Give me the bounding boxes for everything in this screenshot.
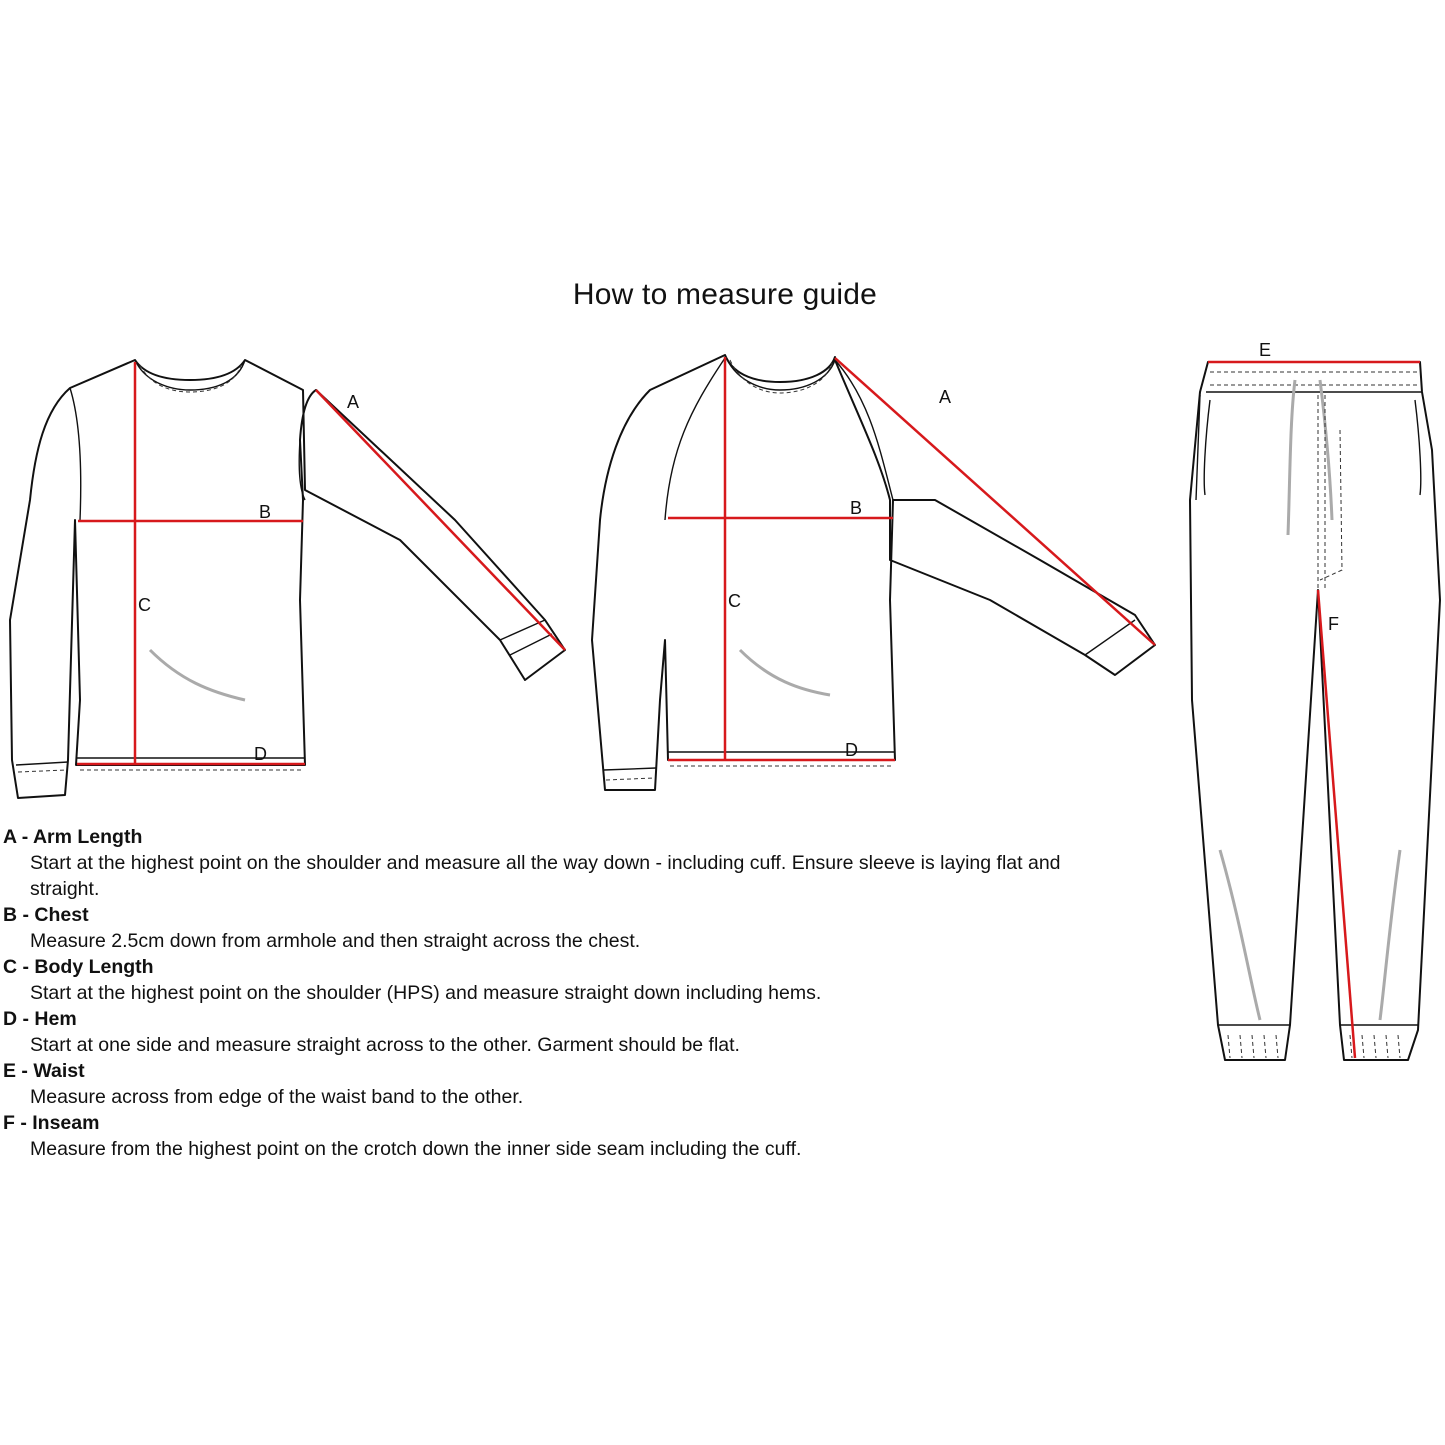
legend-item-waist	[3, 1058, 1090, 1110]
crew-neck-tshirt-diagram	[10, 360, 565, 798]
page-title: How to measure guide	[572, 278, 878, 311]
legend-heading: A - Arm Length	[3, 826, 143, 848]
legend-description: Measure across from edge of the waist band to the other.	[30, 1086, 524, 1108]
legend-heading: E - Waist	[3, 1060, 85, 1082]
legend-heading: C - Body Length	[3, 956, 154, 978]
label-f: F	[1328, 614, 1339, 634]
label-b: B	[259, 502, 272, 522]
label-a: A	[347, 392, 360, 412]
legend-description: Start at the highest point on the shoulder (HPS) and measure straight down including hems.	[30, 982, 822, 1004]
arm-length-line-a	[316, 390, 565, 650]
legend-heading: F - Inseam	[3, 1112, 100, 1134]
label-c: C	[728, 591, 741, 611]
legend-description: Measure from the highest point on the crotch down the inner side seam including the cuff.	[30, 1138, 802, 1160]
legend-item-arm-length	[3, 824, 1090, 902]
label-c: C	[138, 595, 151, 615]
measurement-legend	[3, 824, 1090, 1162]
legend-item-chest	[3, 902, 1090, 954]
legend-description: Start at one side and measure straight across to the other. Garment should be flat.	[30, 1034, 740, 1056]
legend-heading: B - Chest	[3, 904, 89, 926]
legend-item-body-length	[3, 954, 1090, 1006]
legend-item-hem	[3, 1006, 1090, 1058]
label-a: A	[939, 387, 952, 407]
legend-description: Measure 2.5cm down from armhole and then straight across the chest.	[30, 930, 641, 952]
label-d: D	[254, 744, 267, 764]
label-e: E	[1259, 340, 1272, 360]
legend-heading: D - Hem	[3, 1008, 77, 1030]
legend-description: Start at the highest point on the shoulder and measure all the way down - including cuff. Ensure sleeve is laying flat and straight.	[30, 852, 1061, 900]
label-d: D	[845, 740, 858, 760]
legend-item-inseam	[3, 1110, 1090, 1162]
jogger-pants-diagram	[1190, 340, 1440, 1060]
raglan-tshirt-diagram	[592, 355, 1155, 790]
label-b: B	[850, 498, 863, 518]
